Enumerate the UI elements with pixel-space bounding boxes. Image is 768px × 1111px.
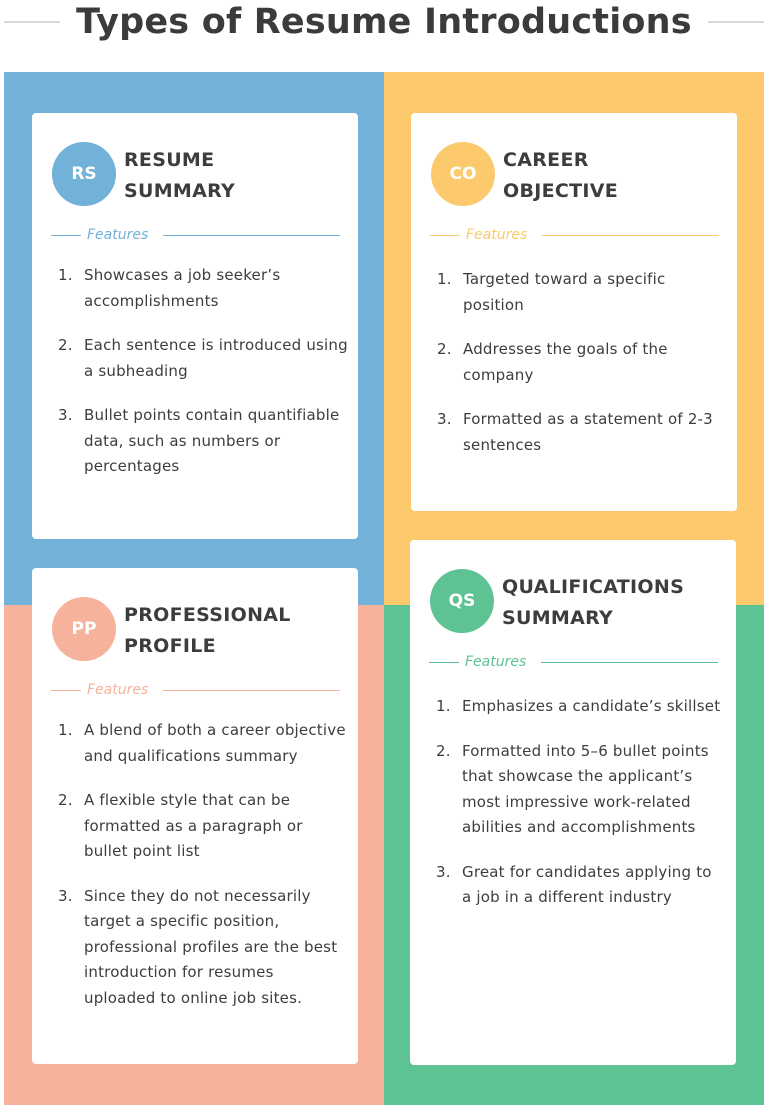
card-title-line: OBJECTIVE xyxy=(503,180,619,202)
features-label: Features xyxy=(87,227,149,243)
list-item xyxy=(58,263,348,314)
pp-badge: PP xyxy=(52,597,116,661)
list-item-text: Formatted as a statement of 2-3 sentences xyxy=(463,410,713,454)
features-label: Features xyxy=(466,227,528,243)
features-divider xyxy=(51,224,340,246)
list-number: 1. xyxy=(436,697,451,715)
career-objective-card xyxy=(411,113,737,511)
list-number: 2. xyxy=(437,340,452,358)
list-item xyxy=(436,739,726,841)
card-title xyxy=(503,145,618,207)
divider-line xyxy=(430,235,460,236)
list-item xyxy=(437,267,727,318)
list-item xyxy=(437,407,727,458)
list-item xyxy=(58,788,348,865)
list-item-text: Since they do not necessarily target a specific position, professional profiles are the best introduction for resumes uploaded to online job sites. xyxy=(84,886,338,1007)
features-divider xyxy=(430,224,719,246)
list-number: 3. xyxy=(437,410,452,428)
divider-line xyxy=(51,690,81,691)
divider-line xyxy=(163,690,340,691)
card-title-line: SUMMARY xyxy=(124,180,236,202)
divider-line xyxy=(163,235,340,236)
qs-badge: QS xyxy=(430,569,494,633)
list-number: 3. xyxy=(58,886,73,905)
divider-line xyxy=(541,662,718,663)
co-badge: CO xyxy=(431,142,495,206)
list-item xyxy=(58,333,348,384)
feature-list xyxy=(58,718,348,1030)
rs-badge: RS xyxy=(52,142,116,206)
list-item-text: A flexible style that can be formatted as a paragraph or bullet point list xyxy=(84,791,303,860)
card-title xyxy=(124,600,291,662)
list-number: 2. xyxy=(58,791,73,809)
list-item-text: Each sentence is introduced using a subheading xyxy=(84,336,348,380)
resume-summary-card xyxy=(32,113,358,539)
list-number: 3. xyxy=(436,862,451,881)
divider-line xyxy=(51,235,81,236)
list-item xyxy=(437,337,727,388)
card-title xyxy=(502,572,684,634)
list-item-text: A blend of both a career objective and qualifications summary xyxy=(84,721,346,765)
list-number: 3. xyxy=(58,406,73,424)
qualifications-summary-card xyxy=(410,540,736,1065)
feature-list xyxy=(436,694,726,930)
list-number: 1. xyxy=(437,270,452,288)
page-title: Types of Resume Introductions xyxy=(76,2,692,42)
list-item-text: Showcases a job seeker’s accomplishments xyxy=(84,266,281,310)
list-item-text: Emphasizes a candidate’s skillset xyxy=(462,697,721,715)
list-item-text: Addresses the goals of the company xyxy=(463,340,668,384)
card-title-line: PROFILE xyxy=(124,635,216,657)
card-title-line: QUALIFICATIONS xyxy=(502,576,685,598)
list-item xyxy=(436,860,726,911)
list-item-text: Bullet points contain quantifiable data, such as numbers or percentages xyxy=(84,406,340,475)
list-number: 2. xyxy=(58,336,73,354)
features-label: Features xyxy=(87,682,149,698)
card-title-line: RESUME xyxy=(124,149,215,171)
card-title-line: CAREER xyxy=(503,149,589,171)
card-title-line: SUMMARY xyxy=(502,607,614,629)
list-item xyxy=(58,884,348,1012)
card-title xyxy=(124,145,235,207)
title-rule-right xyxy=(708,21,764,23)
list-item xyxy=(58,403,348,480)
header xyxy=(0,0,768,72)
divider-line xyxy=(429,662,459,663)
features-label: Features xyxy=(465,654,527,670)
list-item-text: Great for candidates applying to a job in a different industry xyxy=(462,862,712,906)
card-title-line: PROFESSIONAL xyxy=(124,604,291,626)
list-item xyxy=(436,694,726,720)
professional-profile-card xyxy=(32,568,358,1064)
features-divider xyxy=(429,651,718,673)
features-divider xyxy=(51,679,340,701)
divider-line xyxy=(542,235,719,236)
list-item-text: Formatted into 5–6 bullet points that showcase the applicant’s most impressive work-related abilities and accomplishments xyxy=(462,741,709,836)
list-item-text: Targeted toward a specific position xyxy=(463,270,666,314)
list-number: 1. xyxy=(58,721,73,739)
list-number: 1. xyxy=(58,266,73,284)
feature-list xyxy=(437,267,727,477)
list-number: 2. xyxy=(436,741,451,760)
list-item xyxy=(58,718,348,769)
feature-list xyxy=(58,263,348,499)
